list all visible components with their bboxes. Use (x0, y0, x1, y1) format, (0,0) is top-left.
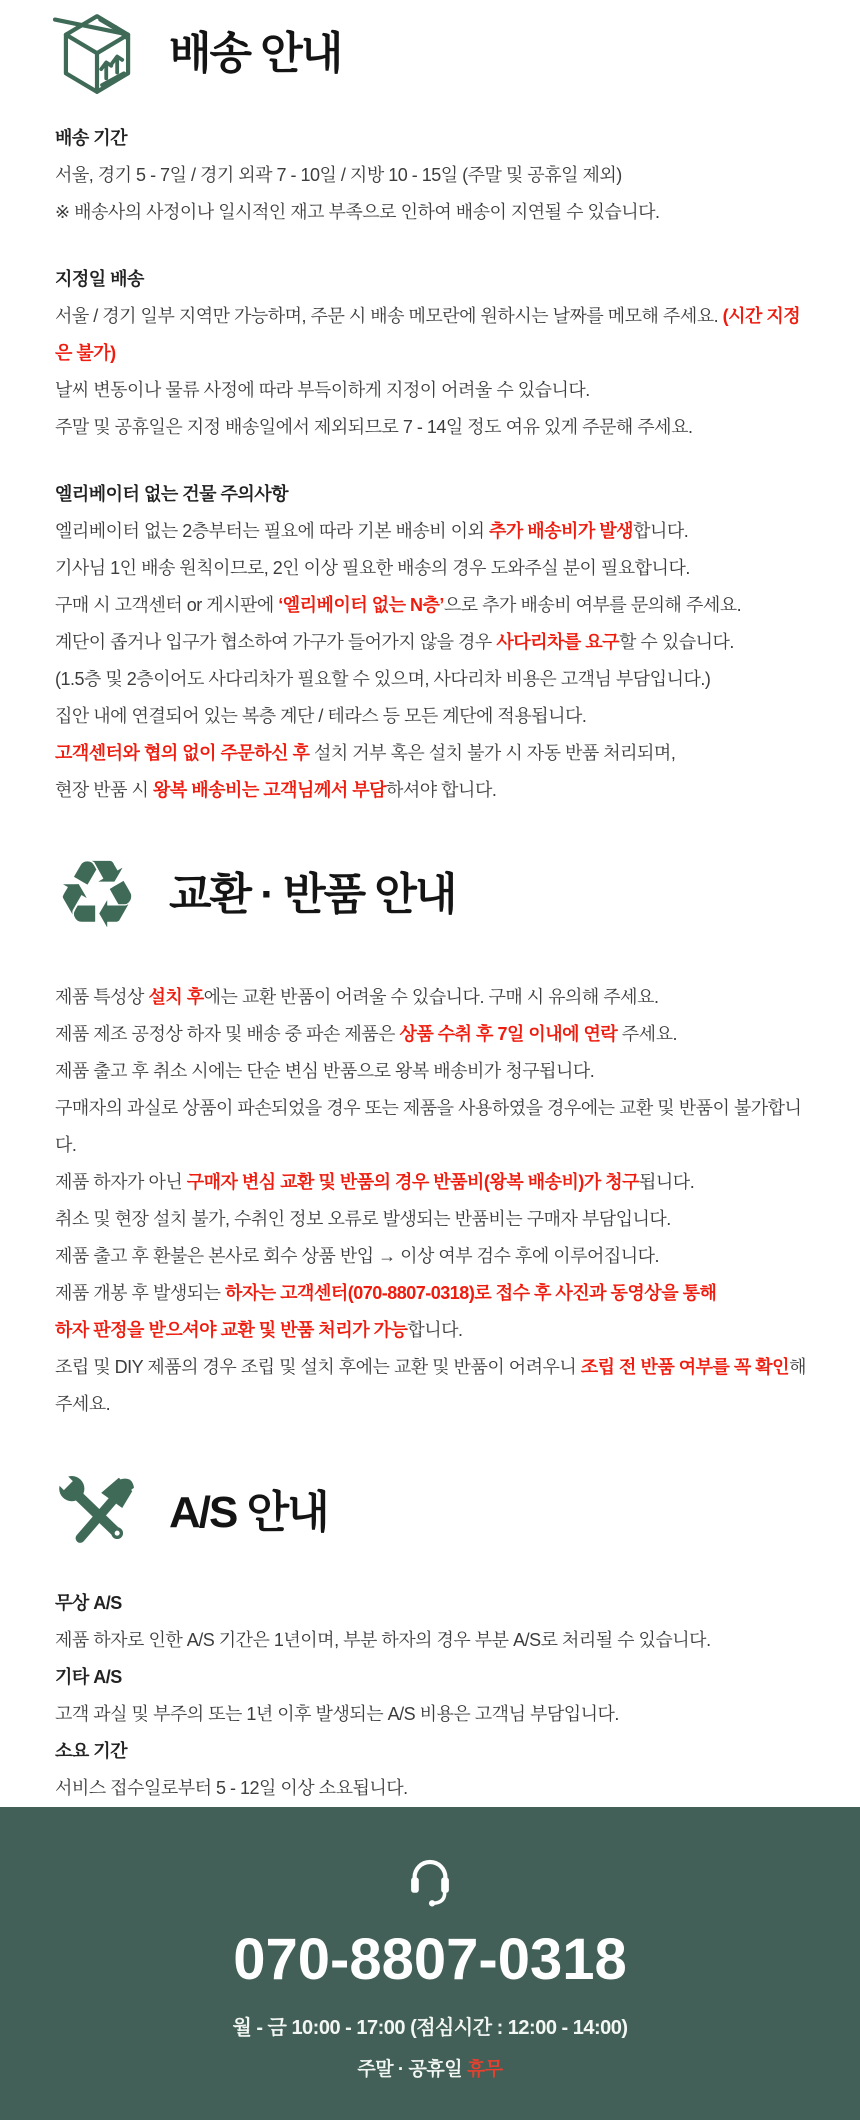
text-segment: 설치 후 (148, 987, 204, 1007)
tools-icon (55, 1471, 139, 1555)
text-line (55, 1238, 810, 1275)
text-segment: 집안 내에 연결되어 있는 복층 계단 / 테라스 등 모든 계단에 적용됩니다. (55, 706, 587, 726)
box-icon (55, 12, 139, 96)
text-line (55, 409, 810, 446)
recycle-icon (54, 842, 140, 947)
text-line (55, 979, 810, 1016)
text-line (55, 1201, 810, 1238)
text-segment: 주세요. (617, 1024, 677, 1044)
text-segment: 상품 수취 후 7일 이내에 연락 (399, 1024, 618, 1044)
text-segment: ※ 배송사의 사정이나 일시적인 재고 부족으로 인하여 배송이 지연될 수 있습니다. (55, 202, 660, 222)
text-segment: 할 수 있습니다. (619, 632, 734, 652)
text-segment: 주말 및 공휴일은 지정 배송일에서 제외되므로 7 - 14일 정도 여유 있게 주문해 주세요. (55, 417, 693, 437)
text-segment: 제품 개봉 후 발생되는 (55, 1283, 225, 1303)
text-segment: 하자 판정을 받으셔야 교환 및 반품 처리가 가능 (55, 1320, 408, 1340)
text-segment: 추가 배송비가 발생 (488, 521, 634, 541)
section-shipping-header (55, 12, 810, 96)
text-line (55, 513, 810, 550)
subsection-heading: 무상 A/S (55, 1593, 122, 1613)
section-title: A/S 안내 (169, 1487, 328, 1537)
section-as (55, 1471, 810, 1807)
phone-number: 070-8807-0318 (233, 1927, 627, 1992)
text-line (55, 298, 810, 372)
text-segment: 서울, 경기 5 - 7일 / 경기 외곽 7 - 10일 / 지방 10 - 15일 (주말 및 공휴일 제외) (55, 165, 622, 185)
text-line (55, 1053, 810, 1090)
text-segment: 계단이 좁거나 입구가 협소하여 가구가 들어가지 않을 경우 (55, 632, 497, 652)
subsection-heading: 기타 A/S (55, 1667, 122, 1687)
text-segment: 취소 및 현장 설치 불가, 수취인 정보 오류로 발생되는 반품비는 구매자 부담입니다. (55, 1209, 671, 1229)
recycle-glyph: ♻ (54, 842, 140, 947)
text-segment: 고객센터와 협의 없이 주문하신 후 (55, 743, 310, 763)
text-segment: 구매자 변심 교환 및 반품의 경우 반품비(왕복 배송비)가 청구 (186, 1172, 640, 1192)
text-segment: 됩니다. (639, 1172, 695, 1192)
subsection-heading: 엘리베이터 없는 건물 주의사항 (55, 484, 289, 504)
section-title: 교환 · 반품 안내 (169, 869, 456, 919)
text-line (55, 157, 810, 194)
text-segment: 하셔야 합니다. (386, 780, 497, 800)
text-segment: 하자는 고객센터(070-8807-0318)로 접수 후 사진과 동영상을 통해 (225, 1283, 717, 1303)
text-line (55, 587, 810, 624)
text-segment: 구매자의 과실로 상품이 파손되었을 경우 또는 제품을 사용하였을 경우에는 교환 및 반품이 불가합니다. (55, 1098, 802, 1155)
section-as-header (55, 1471, 810, 1555)
text-line (55, 661, 810, 698)
text-segment: 합니다. (633, 521, 689, 541)
text-segment: 왕복 배송비는 고객님께서 부담 (152, 780, 386, 800)
text-line (55, 1622, 810, 1659)
text-segment: 휴무 (466, 2059, 503, 2080)
section-exchange-return (54, 842, 810, 1423)
text-line (55, 1696, 810, 1733)
section-exchange-body (55, 979, 810, 1423)
subsection-heading: 지정일 배송 (55, 269, 144, 289)
text-line (55, 1275, 810, 1312)
text-segment: 주말 · 공휴일 (357, 2059, 467, 2080)
text-segment: 해 주세요. (55, 1357, 806, 1414)
text-segment: 에는 교환 반품이 어려울 수 있습니다. 구매 시 유의해 주세요. (203, 987, 659, 1007)
text-line (55, 772, 810, 809)
subsection-heading: 소요 기간 (55, 1741, 128, 1761)
text-segment: 설치 거부 혹은 설치 불가 시 자동 반품 처리되며, (309, 743, 676, 763)
text-segment: 기사님 1인 배송 원칙이므로, 2인 이상 필요한 배송의 경우 도와주실 분이 필요합니다. (55, 558, 690, 578)
text-segment: 현장 반품 시 (55, 780, 153, 800)
text-segment: 날씨 변동이나 물류 사정에 따라 부득이하게 지정이 어려울 수 있습니다. (55, 380, 590, 400)
section-exchange-header (54, 842, 810, 947)
text-line (55, 372, 810, 409)
text-line (55, 624, 810, 661)
text-line (55, 550, 810, 587)
text-segment: 제품 특성상 (55, 987, 149, 1007)
text-segment: 고객 과실 및 부주의 또는 1년 이후 발생되는 A/S 비용은 고객님 부담입니다. (55, 1704, 619, 1724)
text-segment: 구매 시 고객센터 or 게시판에 (55, 595, 279, 615)
section-as-body (55, 1585, 810, 1807)
text-segment: 제품 하자가 아닌 (55, 1172, 187, 1192)
section-shipping-body (55, 120, 810, 809)
text-line (55, 194, 810, 231)
text-segment: (시간 지정은 불가) (55, 306, 801, 363)
text-line (55, 735, 810, 772)
text-segment: 조립 전 반품 여부를 꼭 확인 (580, 1357, 790, 1377)
section-shipping (55, 12, 810, 809)
text-segment: 사다리차를 요구 (496, 632, 620, 652)
text-segment: 제품 하자로 인한 A/S 기간은 1년이며, 부분 하자의 경우 부분 A/S로 처리될 수 있습니다. (55, 1630, 711, 1650)
text-segment: 서비스 접수일로부터 5 - 12일 이상 소요됩니다. (55, 1778, 408, 1798)
text-line (55, 1090, 810, 1164)
text-segment: 제품 출고 후 취소 시에는 단순 변심 반품으로 왕복 배송비가 청구됩니다. (55, 1061, 595, 1081)
text-line (55, 1164, 810, 1201)
text-segment: (1.5층 및 2층이어도 사다리차가 필요할 수 있으며, 사다리차 비용은 고객님 부담입니다.) (55, 669, 711, 689)
text-segment: ‘엘리베이터 없는 N층’ (278, 595, 444, 615)
business-hours: 월 - 금 10:00 - 17:00 (점심시간 : 12:00 - 14:00) (232, 2017, 628, 2039)
text-segment: 제품 제조 공정상 하자 및 배송 중 파손 제품은 (55, 1024, 400, 1044)
text-segment: 조립 및 DIY 제품의 경우 조립 및 설치 후에는 교환 및 반품이 어려우니 (55, 1357, 581, 1377)
text-line (55, 1312, 810, 1349)
text-segment: 으로 추가 배송비 여부를 문의해 주세요. (443, 595, 742, 615)
text-segment: 합니다. (407, 1320, 463, 1340)
text-segment: 제품 출고 후 환불은 본사로 회수 상품 반입 → 이상 여부 검수 후에 이루어집니다. (55, 1246, 660, 1266)
text-segment: 엘리베이터 없는 2층부터는 필요에 따라 기본 배송비 이외 (55, 521, 489, 541)
text-line (55, 1770, 810, 1807)
text-line (55, 1016, 810, 1053)
footer (0, 1807, 860, 2120)
section-title: 배송 안내 (169, 28, 342, 78)
subsection-heading: 배송 기간 (55, 128, 128, 148)
headset-icon (395, 1841, 465, 1916)
closed-days (357, 2054, 502, 2081)
text-line (55, 1349, 810, 1423)
text-segment: 서울 / 경기 일부 지역만 가능하며, 주문 시 배송 메모란에 원하시는 날짜를 메모해 주세요. (55, 306, 723, 326)
text-line (55, 698, 810, 735)
